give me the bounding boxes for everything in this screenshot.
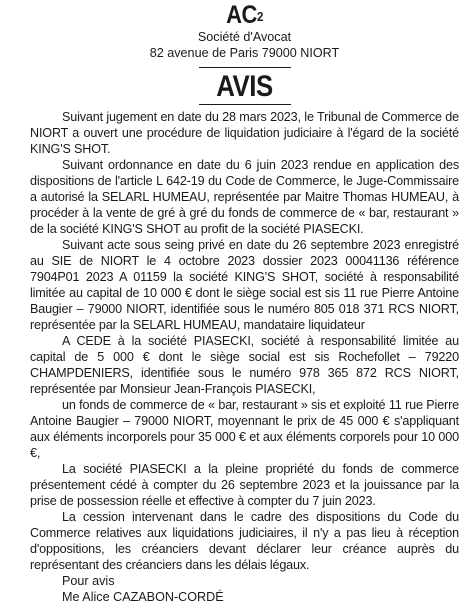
paragraph-ordinance: Suivant ordonnance en date du 6 juin 2023 rendue en application des dispositions de l'article L 642-19 du Code de Commerce, le Juge-Commissaire a autorisé la SELARL HUMEAU, représentée par Maitre Thomas HUMEAU, à procéder à la vente de gré à gré du fonds de commerce de « bar, restaurant » de la société KING'S SHOT au profit de la société PIASECKI. [30, 158, 459, 236]
paragraph-business: un fonds de commerce de « bar, restaurant » sis et exploité 11 rue Pierre Antoine Baugier – 79000 NIORT, moyennant le prix de 45 000 € s'appliquant aux éléments incorporels pour 35 000 € et aux éléments corporels pour 10 000 €, [30, 398, 459, 460]
firm-address: 82 avenue de Paris 79000 NIORT [149, 46, 340, 60]
firm-type: Société d'Avocat [197, 30, 292, 44]
paragraph-deed: Suivant acte sous seing privé en date du 26 septembre 2023 enregistré au SIE de NIORT le 4 octobre 2023 dossier 2023 00041136 référence 7904P01 2023 A 01159 la société KING'S SHOT, société à responsabilité limitée au capital de 10 000 € dont le siège social est sis 11 rue Pierre Antoine Baugier – 79000 NIORT, identifiée sous le numéro 805 018 371 RCS NIORT, représentée par la SELARL HUMEAU, mandataire liquidateur [30, 238, 459, 332]
paragraph-transfer: A CEDE à la société PIASECKI, société à responsabilité limitée au capital de 5 000 € dont le siège social est sis Rochefollet – 79220 CHAMPDENIERS, identifiée sous le numéro 978 365 872 RCS NIORT, représentée par Monsieur Jean-François PIASECKI, [30, 334, 459, 396]
firm-logo [56, 0, 434, 29]
header-divider [199, 67, 291, 68]
firm-name: AC [226, 1, 257, 29]
closing-line: Pour avis [62, 574, 115, 588]
paragraph-ownership: La société PIASECKI a la pleine propriété du fonds de commerce présentement cédé à compter du 26 septembre 2023 et la jouissance par la prise de possession réelle et effective à compter du 7 juin 2023. [30, 462, 459, 508]
firm-name-superscript: 2 [256, 9, 263, 24]
title-divider [199, 104, 291, 105]
notice-body [30, 109, 459, 573]
notice-header [30, 0, 459, 105]
paragraph-judgment: Suivant jugement en date du 28 mars 2023, le Tribunal de Commerce de NIORT a ouvert une procédure de liquidation judiciaire à l'égard de la société KING'S SHOT. [30, 110, 459, 156]
notice-title: AVIS [216, 70, 273, 103]
signatory-name: Me Alice CAZABON-CORDÉ [62, 590, 224, 604]
paragraph-oppositions: La cession intervenant dans le cadre des dispositions du Code du Commerce relatives aux liquidations judiciaires, il n'y a pas lieu à réception d'oppositions, les créanciers devant déclarer leur créance auprès du représentant des créanciers dans les délais légaux. [30, 510, 459, 572]
